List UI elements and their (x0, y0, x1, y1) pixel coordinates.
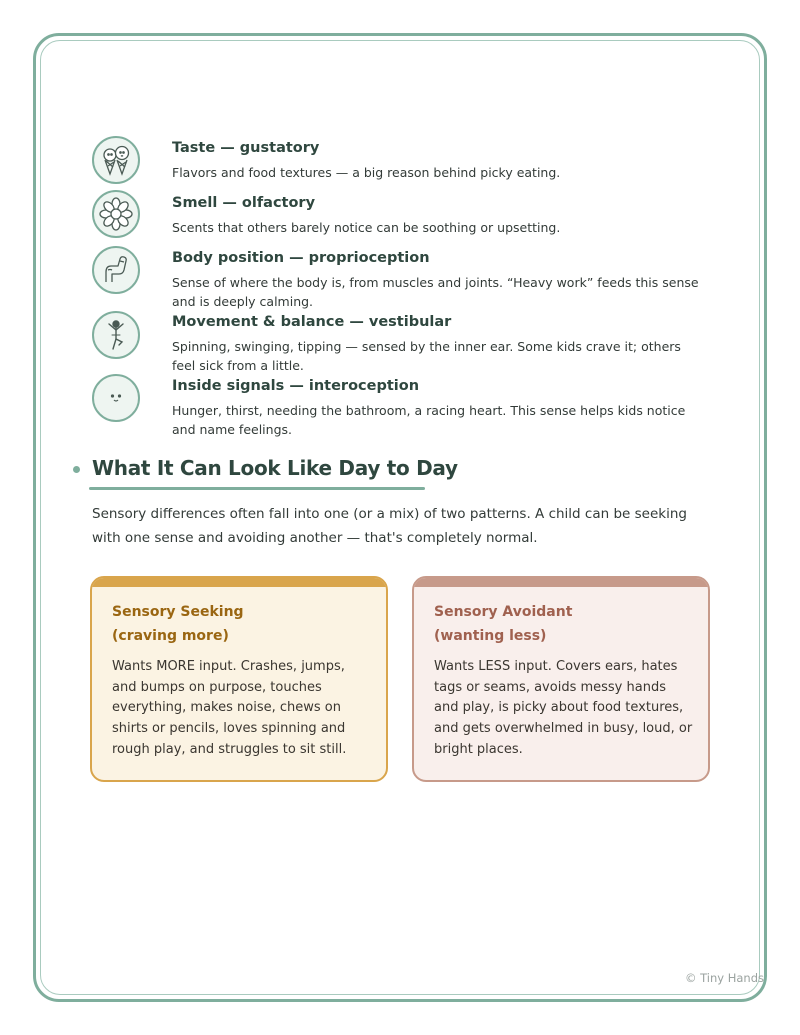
sense-item-interoception (92, 378, 712, 438)
smiley-face-icon (92, 374, 140, 422)
flower-icon (92, 190, 140, 238)
card-title-line: Sensory Avoidant (434, 604, 573, 620)
card-body: Wants MORE input. Crashes, jumps, and bumps on purpose, touches everything, makes noise, chews on shirts or pencils, loves spinning and rough play, and struggles to sit still. (112, 659, 347, 757)
card-accent-bar (414, 578, 708, 587)
sense-title: Inside signals — interoception (172, 378, 420, 394)
sense-title: Movement & balance — vestibular (172, 314, 452, 330)
card-subtitle-line: (craving more) (112, 628, 229, 644)
heading-underline (89, 487, 425, 490)
sensory-avoidant-card (412, 576, 710, 782)
sense-title: Body position — proprioception (172, 250, 430, 266)
card-title-line: Sensory Seeking (112, 604, 244, 620)
card-subtitle-line: (wanting less) (434, 628, 547, 644)
sensory-seeking-card (90, 576, 388, 782)
sense-description: Flavors and food textures — a big reason behind picky eating. (172, 165, 561, 180)
sense-item-taste (92, 140, 712, 188)
sense-item-proprioception (92, 250, 712, 310)
section-intro: Sensory differences often fall into one (or a mix) of two patterns. A child can be seeking with one sense and avoiding another — that's completely normal. (92, 506, 687, 546)
card-title (112, 600, 372, 648)
sense-description: Hunger, thirst, needing the bathroom, a racing heart. This sense helps kids notice and name feelings. (172, 403, 686, 437)
sense-item-smell (92, 195, 712, 243)
balancing-child-icon (92, 311, 140, 359)
section-bullet (73, 466, 80, 473)
sense-description: Scents that others barely notice can be soothing or upsetting. (172, 220, 561, 235)
flexed-arm-icon (92, 246, 140, 294)
sense-title: Smell — olfactory (172, 195, 316, 211)
card-title (434, 600, 694, 648)
sense-item-vestibular (92, 314, 712, 374)
sense-title: Taste — gustatory (172, 140, 320, 156)
section-heading: What It Can Look Like Day to Day (92, 456, 458, 480)
footer-copyright: © Tiny Hands (684, 971, 764, 985)
sense-description: Spinning, swinging, tipping — sensed by the inner ear. Some kids crave it; others feel sick from a little. (172, 339, 681, 373)
sense-description: Sense of where the body is, from muscles and joints. “Heavy work” feeds this sense and is deeply calming. (172, 275, 699, 309)
ice-cream-icon (92, 136, 140, 184)
card-accent-bar (92, 578, 386, 587)
card-body: Wants LESS input. Covers ears, hates tags or seams, avoids messy hands and play, is picky about food textures, and gets overwhelmed in busy, loud, or bright places. (434, 659, 693, 757)
